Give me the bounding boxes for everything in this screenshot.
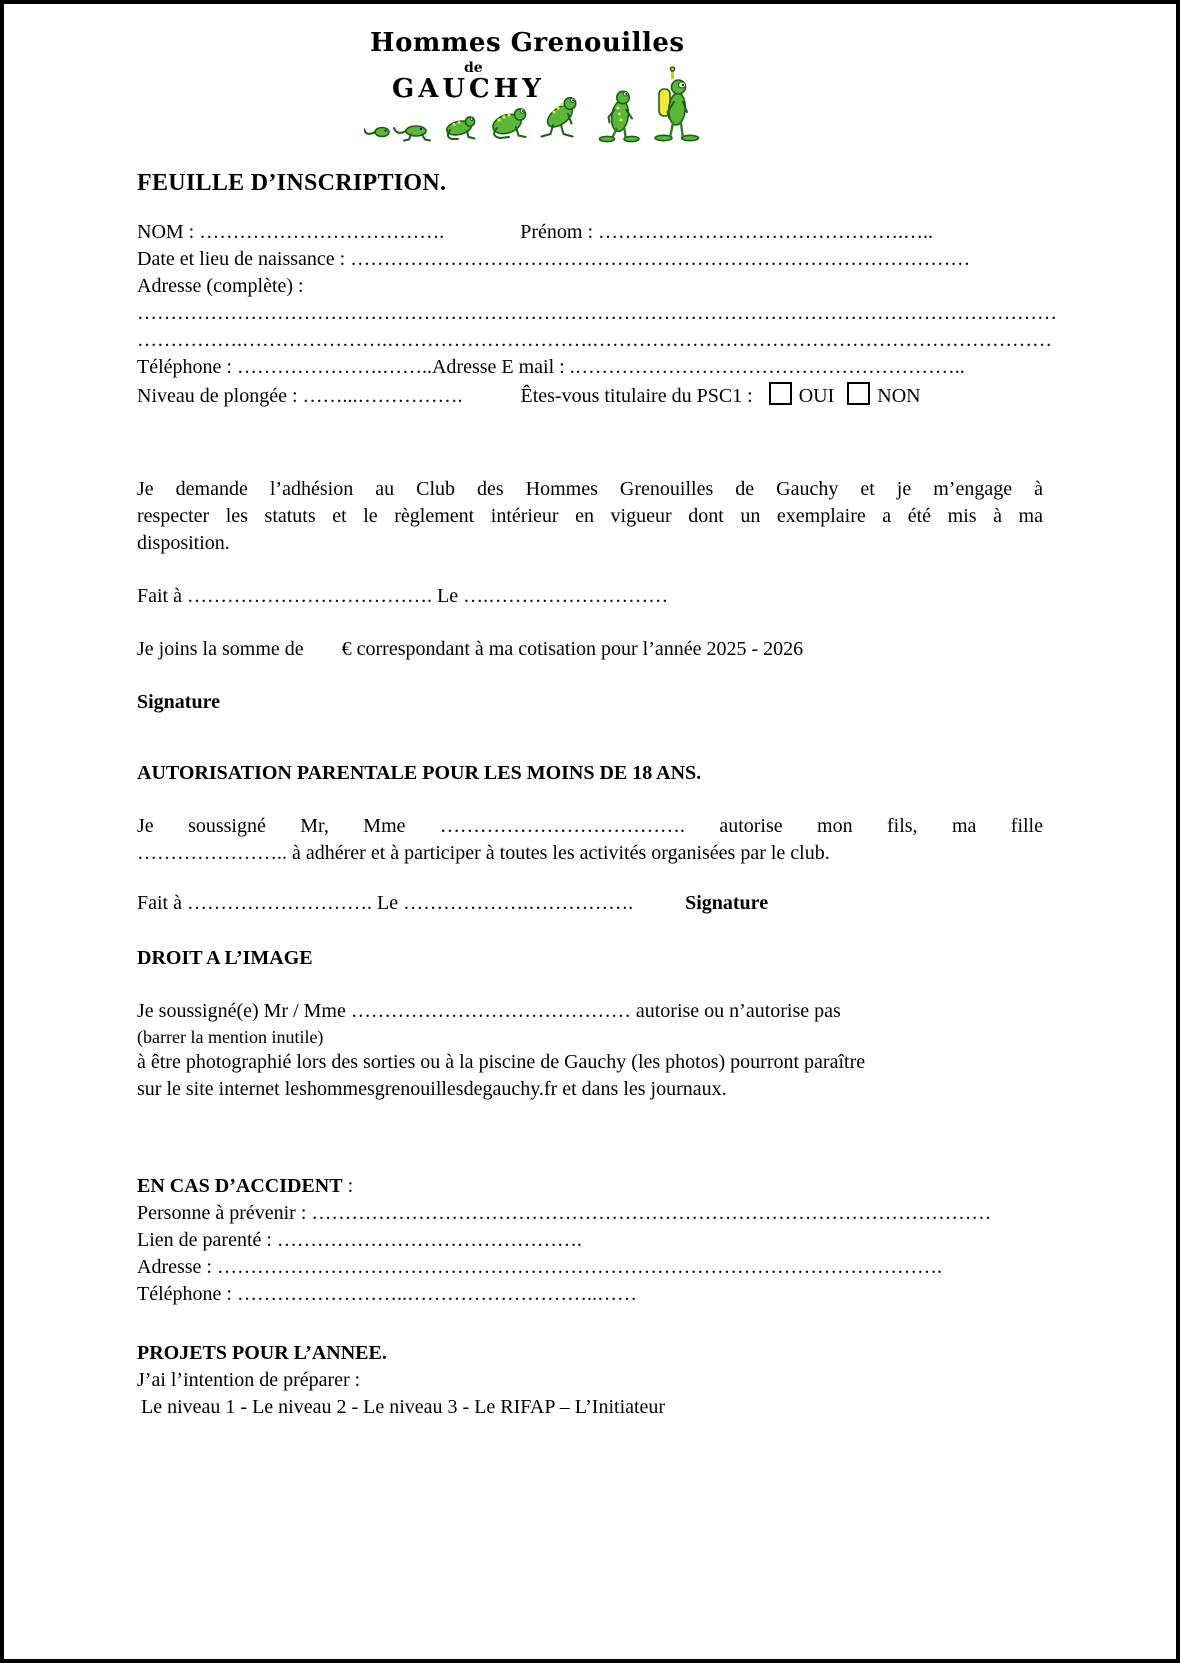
logo-club-name: Hommes Grenouilles: [370, 28, 685, 58]
emergency-phone-field: Téléphone : ……………………..………………………..……: [137, 1283, 637, 1305]
authorization-line-2: ………………….. à adhérer et à participer à toutes les activités organisées par le club.: [137, 842, 830, 864]
emergency-heading-colon: :: [342, 1175, 354, 1197]
club-logo: [364, 28, 710, 146]
emergency-address-field: Adresse : ……………………………………………………………………………………………….: [137, 1256, 942, 1278]
psc1-oui-label: OUI: [798, 385, 835, 407]
authorization-fait-le-row: [137, 890, 1043, 917]
authorization-line-1: Je soussigné Mr, Mme ………………………………. autorise mon fils, ma fille: [137, 815, 1043, 837]
psc1-non-checkbox[interactable]: [847, 382, 870, 405]
image-rights-line-2: (barrer la mention inutile): [137, 1027, 324, 1047]
projects-heading: PROJETS POUR L’ANNEE.: [137, 1342, 387, 1364]
projects-intro: J’ai l’intention de préparer :: [137, 1369, 361, 1391]
logo-city: GAUCHY: [392, 74, 545, 104]
emergency-heading: EN CAS D’ACCIDENT: [137, 1175, 343, 1197]
somme-label: Je joins la somme de: [137, 638, 304, 660]
image-rights-line-1: Je soussigné(e) Mr / Mme …………………………………… autorise ou n’autorise pas: [137, 1000, 841, 1022]
naissance-field: Date et lieu de naissance : …………………………………………………………………………………: [137, 248, 971, 270]
prenom-field: Prénom : ……………………………………….…..: [520, 221, 934, 243]
signature-label: Signature: [137, 691, 220, 713]
parental-authorization-heading: AUTORISATION PARENTALE POUR LES MOINS DE 18 ANS.: [137, 762, 702, 784]
cotisation-text: € correspondant à ma cotisation pour l’année 2025 - 2026: [341, 638, 804, 660]
adresse-line-1: …………………………………………………………………………………………………………………………: [137, 302, 1057, 324]
form-content: [4, 170, 1176, 1421]
emergency-heading-row: [137, 1173, 1043, 1200]
logo-de: de: [464, 60, 483, 76]
adresse-line-2: …………….………………….………………………….……………………………………………………………: [137, 329, 1052, 351]
page-title: FEUILLE D’INSCRIPTION.: [137, 170, 447, 196]
image-rights-line-3: à être photographié lors des sorties ou à la piscine de Gauchy (les photos) pourront paraître: [137, 1051, 866, 1073]
authorization-fait-le-field: Fait à ………………………. Le ……………….…………….: [137, 892, 634, 914]
niveau-psc1-row: [137, 382, 1043, 410]
image-rights-heading: DROIT A L’IMAGE: [137, 947, 313, 969]
emergency-relation-field: Lien de parenté : ……………………………………….: [137, 1229, 582, 1251]
membership-paragraph-line-1: Je demande l’adhésion au Club des Hommes Grenouilles de Gauchy et je m’engage à: [137, 478, 1043, 500]
niveau-plongee-field: Niveau de plongée : ……...…………….: [137, 385, 463, 407]
telephone-email-field: Téléphone : ………………….……..Adresse E mail : .…………………………………………………..: [137, 356, 965, 378]
membership-paragraph-line-3: disposition.: [137, 532, 230, 554]
parental-authorization-section: [137, 813, 1043, 867]
projects-levels: Le niveau 1 - Le niveau 2 - Le niveau 3 - Le RIFAP – L’Initiateur: [141, 1396, 666, 1418]
membership-section: [137, 476, 1043, 557]
nom-prenom-row: [137, 219, 1043, 246]
nom-field: NOM : ……………………………….: [137, 221, 445, 243]
adresse-label: Adresse (complète) :: [137, 275, 304, 297]
psc1-label: Êtes-vous titulaire du PSC1 :: [520, 385, 753, 407]
psc1-oui-checkbox[interactable]: [769, 382, 792, 405]
image-rights-line-4: sur le site internet leshommesgrenouillesdegauchy.fr et dans les journaux.: [137, 1078, 727, 1100]
authorization-signature-label: Signature: [685, 892, 769, 914]
cotisation-row: [137, 636, 1043, 663]
identity-section: [137, 219, 1057, 410]
psc1-question: [521, 385, 921, 407]
psc1-non-label: NON: [877, 385, 921, 407]
emergency-contact-field: Personne à prévenir : …………………………………………………………………………………………: [137, 1202, 992, 1224]
membership-paragraph-line-2: respecter les statuts et le règlement intérieur en vigueur dont un exemplaire a été mis à ma: [137, 505, 1043, 527]
fait-le-field: Fait à ………………………………. Le ….………………………: [137, 585, 669, 607]
